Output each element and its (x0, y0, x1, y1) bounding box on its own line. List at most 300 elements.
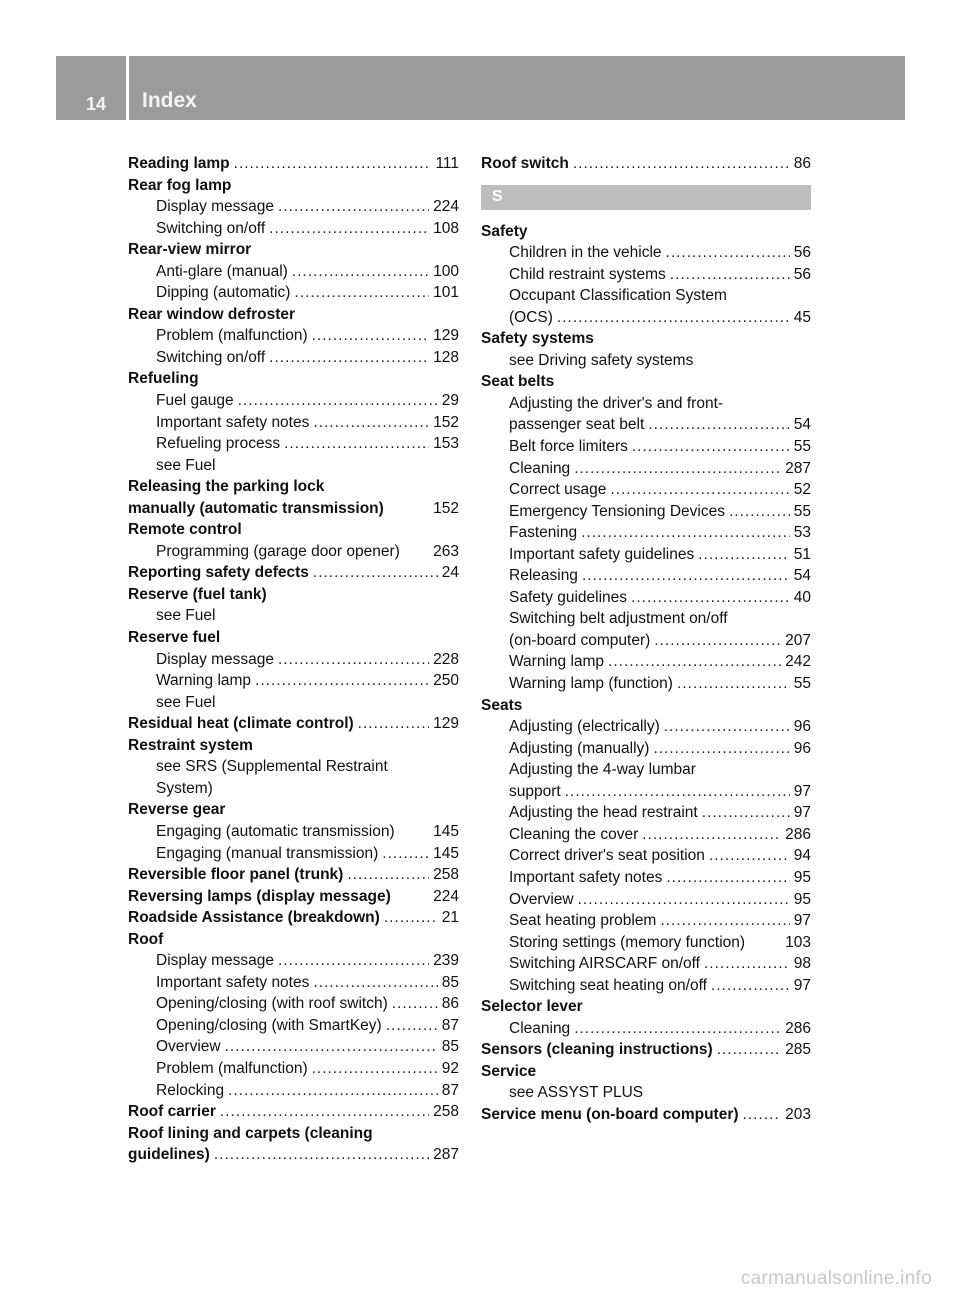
index-subentry (481, 307, 811, 329)
entry-text: Engaging (manual transmission) (156, 844, 379, 862)
dot-leader (702, 802, 790, 824)
index-subentry (481, 738, 811, 760)
dot-leader (709, 845, 790, 867)
page-reference[interactable]: 96 (793, 718, 811, 736)
entry-text: Remote control (128, 521, 242, 539)
index-subentry (128, 282, 459, 304)
index-entry (481, 1039, 811, 1061)
index-subentry (128, 756, 459, 778)
entry-text: Dipping (automatic) (156, 284, 291, 302)
index-entry (481, 1104, 811, 1126)
entry-text: Adjusting (manually) (509, 739, 650, 757)
page-reference[interactable]: 286 (785, 1019, 811, 1037)
entry-text: Service (481, 1062, 537, 1080)
index-subentry (128, 670, 459, 692)
page-reference[interactable]: 287 (785, 459, 811, 477)
index-subentry (481, 824, 811, 846)
page-number: 14 (86, 94, 107, 114)
index-subentry (128, 1058, 459, 1080)
entry-text: Problem (malfunction) (156, 1059, 308, 1077)
entry-text: Refueling process (156, 435, 281, 453)
page-reference[interactable]: 95 (793, 890, 811, 908)
entry-text: Important safety notes (156, 413, 310, 431)
index-subentry (481, 630, 811, 652)
index-subentry (128, 1036, 459, 1058)
dot-leader (610, 479, 789, 501)
page-reference[interactable]: 55 (793, 502, 811, 520)
dot-leader (382, 843, 429, 865)
entry-text: Cleaning the cover (509, 825, 639, 843)
dot-leader (573, 153, 790, 175)
index-entry (128, 1101, 459, 1123)
dot-leader (269, 218, 429, 240)
page-reference[interactable]: 152 (433, 413, 459, 431)
index-subentry (481, 587, 811, 609)
dot-leader (294, 282, 429, 304)
index-subentry (481, 458, 811, 480)
entry-text: Roof lining and carpets (cleaning (128, 1124, 373, 1142)
entry-text: Correct driver's seat position (509, 847, 705, 865)
index-subentry (128, 261, 459, 283)
index-subentry (128, 541, 459, 563)
entry-text: Adjusting (electrically) (509, 718, 660, 736)
entry-text: Reading lamp (128, 155, 230, 172)
index-subentry (481, 975, 811, 997)
entry-text: Child restraint systems (509, 265, 666, 283)
entry-text: Overview (156, 1038, 221, 1056)
entry-text: see Fuel (156, 456, 216, 474)
dot-leader (565, 781, 790, 803)
page-header (56, 56, 905, 120)
page-reference[interactable]: 258 (433, 866, 459, 884)
dot-leader (313, 412, 429, 434)
entry-text: Roadside Assistance (breakdown) (128, 909, 380, 927)
page-reference[interactable]: 94 (793, 847, 811, 865)
index-entry (128, 713, 459, 735)
dot-leader (653, 738, 789, 760)
entry-text: Residual heat (climate control) (128, 715, 354, 733)
dot-leader (347, 864, 429, 886)
page-reference[interactable]: 287 (433, 1146, 459, 1164)
entry-text: Emergency Tensioning Devices (509, 502, 725, 520)
entry-text: Seat belts (481, 373, 555, 391)
page-reference[interactable]: 55 (793, 438, 811, 456)
index-entry (128, 886, 459, 908)
page-reference[interactable]: 145 (433, 844, 459, 862)
entry-text: Refueling (128, 370, 199, 388)
index-subentry (128, 455, 459, 477)
index-entry (128, 929, 459, 951)
dot-leader (312, 325, 430, 347)
entry-text: Rear-view mirror (128, 241, 252, 259)
page-reference[interactable]: 97 (793, 976, 811, 994)
index-subentry (481, 264, 811, 286)
entry-text: Relocking (156, 1081, 225, 1099)
entry-text: Safety systems (481, 330, 594, 348)
page-reference[interactable]: 239 (433, 952, 459, 970)
page-reference[interactable]: 100 (433, 262, 459, 280)
index-subentry (128, 692, 459, 714)
page-reference[interactable]: 101 (433, 284, 459, 302)
entry-text: System) (156, 779, 213, 797)
index-subentry (481, 522, 811, 544)
dot-leader (225, 1036, 438, 1058)
index-subentry (128, 821, 459, 843)
index-entry (128, 1123, 459, 1145)
index-subentry (128, 412, 459, 434)
page-reference[interactable]: 53 (793, 524, 811, 542)
dot-leader (384, 907, 438, 929)
index-subentry (481, 716, 811, 738)
entry-text: Warning lamp (function) (509, 675, 673, 693)
entry-text: Reversible floor panel (trunk) (128, 866, 344, 884)
entry-text: Important safety notes (509, 868, 663, 886)
entry-text: Display message (156, 198, 275, 216)
dot-leader (234, 153, 432, 175)
index-subentry (128, 390, 459, 412)
entry-text: Seats (481, 696, 523, 714)
index-subentry (481, 501, 811, 523)
watermark: carmanualsonline.info (740, 1268, 932, 1289)
page-reference[interactable]: 87 (441, 1016, 459, 1034)
index-subentry (128, 605, 459, 627)
index-entry (481, 371, 811, 393)
page-reference[interactable]: 52 (793, 481, 811, 499)
index-subentry (128, 993, 459, 1015)
entry-text: Opening/closing (with SmartKey) (156, 1016, 382, 1034)
entry-text: Display message (156, 952, 275, 970)
dot-leader (670, 264, 790, 286)
entry-text: Restraint system (128, 736, 253, 754)
entry-text: Important safety guidelines (509, 545, 695, 563)
dot-leader (642, 824, 781, 846)
page-title: Index (142, 89, 197, 112)
page-reference[interactable]: 86 (793, 155, 811, 172)
index-subentry (128, 950, 459, 972)
entry-text: support (509, 782, 561, 800)
dot-leader (648, 414, 789, 436)
index-subentry (481, 285, 811, 307)
dot-leader (574, 1018, 781, 1040)
page-reference[interactable]: 24 (441, 564, 459, 582)
dot-leader (214, 1144, 429, 1166)
entry-text: Adjusting the 4-way lumbar (509, 761, 696, 779)
index-entry (481, 328, 811, 350)
index-entry (128, 864, 459, 886)
dot-leader (255, 670, 429, 692)
page-reference[interactable]: 145 (433, 822, 459, 840)
entry-text: Releasing (509, 567, 578, 585)
index-entry (128, 1144, 459, 1166)
entry-text: Service menu (on-board computer) (481, 1105, 739, 1123)
dot-leader (698, 544, 790, 566)
entry-text: see SRS (Supplemental Restraint (156, 758, 388, 776)
page-reference[interactable]: 228 (433, 650, 459, 668)
entry-text: Anti-glare (manual) (156, 262, 288, 280)
page-reference[interactable]: 87 (441, 1081, 459, 1099)
index-entry (128, 304, 459, 326)
index-subentry (481, 436, 811, 458)
index-subentry (481, 479, 811, 501)
entry-text: Warning lamp (156, 672, 252, 690)
page-reference[interactable]: 40 (793, 588, 811, 606)
dot-leader (677, 673, 790, 695)
index-entry (128, 584, 459, 606)
index-subentry (481, 651, 811, 673)
dot-leader (284, 433, 429, 455)
dot-leader (654, 630, 781, 652)
page-reference[interactable]: 21 (441, 909, 459, 927)
entry-text: (on-board computer) (509, 631, 651, 649)
index-subentry (481, 393, 811, 415)
index-column-right (481, 153, 811, 1126)
entry-text: Fuel gauge (156, 392, 234, 410)
entry-text: see Fuel (156, 693, 216, 711)
index-subentry (128, 1080, 459, 1102)
page-reference[interactable]: 203 (785, 1105, 811, 1123)
dot-leader (729, 501, 790, 523)
dot-leader (278, 950, 429, 972)
index-subentry (481, 608, 811, 630)
dot-leader (278, 196, 429, 218)
index-entry (128, 498, 459, 520)
page-reference[interactable]: 263 (433, 542, 459, 560)
entry-text: Engaging (automatic transmission) (156, 822, 395, 840)
index-entry (128, 519, 459, 541)
page-reference[interactable]: 97 (793, 912, 811, 930)
entry-text: Overview (509, 890, 574, 908)
index-entry (128, 562, 459, 584)
page-reference[interactable]: 97 (793, 782, 811, 800)
index-entry (128, 799, 459, 821)
index-entry (128, 175, 459, 197)
entry-text: Selector lever (481, 998, 583, 1016)
entry-text: Storing settings (memory function) (509, 933, 746, 951)
dot-leader (386, 1015, 438, 1037)
index-subentry (128, 433, 459, 455)
page-reference[interactable]: 54 (793, 567, 811, 585)
index-subentry (481, 673, 811, 695)
section-letter: S (492, 187, 503, 205)
dot-leader (238, 390, 438, 412)
page-reference[interactable]: 56 (793, 265, 811, 283)
page-reference[interactable]: 285 (785, 1041, 811, 1059)
index-entry (128, 368, 459, 390)
page-reference[interactable]: 111 (435, 155, 459, 172)
page-reference[interactable]: 56 (793, 244, 811, 262)
entry-text: Programming (garage door opener) (156, 542, 400, 560)
dot-leader (704, 953, 790, 975)
page-number-box (56, 56, 126, 120)
index-subentry (128, 843, 459, 865)
index-subentry (481, 1082, 811, 1104)
index-subentry (128, 649, 459, 671)
index-column-left (128, 153, 459, 1166)
index-subentry (481, 867, 811, 889)
entry-text: Switching belt adjustment on/off (509, 610, 728, 628)
page-reference[interactable]: 224 (433, 198, 459, 216)
index-entry (128, 735, 459, 757)
index-subentry (481, 910, 811, 932)
entry-text: Roof carrier (128, 1103, 216, 1121)
entry-text: see Fuel (156, 607, 216, 625)
entry-text: Cleaning (509, 1019, 571, 1037)
entry-text: Important safety notes (156, 973, 310, 991)
entry-text: passenger seat belt (509, 416, 645, 434)
index-subentry (128, 972, 459, 994)
dot-leader (269, 347, 429, 369)
index-entries-r-top (481, 153, 811, 175)
index-subentry (481, 781, 811, 803)
index-subentry (481, 350, 811, 372)
entry-text: Problem (malfunction) (156, 327, 308, 345)
entry-text: Reserve fuel (128, 629, 221, 647)
entry-text: Switching on/off (156, 348, 266, 366)
page-reference[interactable]: 96 (793, 739, 811, 757)
page-reference[interactable]: 92 (441, 1059, 459, 1077)
page-reference[interactable]: 29 (441, 392, 459, 410)
dot-leader (220, 1101, 429, 1123)
entry-text: Switching seat heating on/off (509, 976, 707, 994)
dot-leader (313, 972, 437, 994)
index-subentry (481, 565, 811, 587)
entry-text: Cleaning (509, 459, 571, 477)
index-subentry (128, 778, 459, 800)
entry-text: (OCS) (509, 308, 553, 326)
dot-leader (228, 1080, 438, 1102)
dot-leader (666, 867, 789, 889)
entry-text: Safety (481, 222, 528, 240)
page-reference[interactable]: 51 (793, 545, 811, 563)
dot-leader (574, 458, 781, 480)
page-reference[interactable]: 108 (433, 219, 459, 237)
page-reference[interactable]: 103 (785, 933, 811, 951)
entry-text: Children in the vehicle (509, 244, 662, 262)
entry-text: Seat heating problem (509, 912, 657, 930)
dot-leader (557, 307, 790, 329)
dot-leader (666, 242, 790, 264)
index-entry (128, 153, 459, 175)
index-subentry (481, 1018, 811, 1040)
entry-text: Safety guidelines (509, 588, 628, 606)
page-reference[interactable]: 129 (433, 327, 459, 345)
page-reference[interactable]: 258 (433, 1103, 459, 1121)
index-entries-s (481, 221, 811, 1126)
entry-text: Releasing the parking lock (128, 478, 325, 496)
entry-text: Fastening (509, 524, 578, 542)
entry-text: Reserve (fuel tank) (128, 585, 267, 603)
index-subentry (128, 196, 459, 218)
entry-text: manually (automatic transmission) (128, 499, 384, 517)
dot-leader (292, 261, 429, 283)
page-reference[interactable]: 129 (433, 715, 459, 733)
dot-leader (743, 1104, 782, 1126)
page-reference[interactable]: 152 (433, 499, 459, 517)
entry-text: Adjusting the head restraint (509, 804, 698, 822)
header-divider (126, 56, 129, 120)
entry-text: Switching AIRSCARF on/off (509, 955, 700, 973)
page-reference[interactable]: 153 (433, 435, 459, 453)
index-entry (481, 695, 811, 717)
dot-leader (578, 889, 790, 911)
index-subentry (481, 242, 811, 264)
dot-leader (660, 910, 789, 932)
entry-text: Occupant Classification System (509, 287, 727, 305)
entry-text: Opening/closing (with roof switch) (156, 995, 388, 1013)
dot-leader (631, 587, 790, 609)
entry-text: Reporting safety defects (128, 564, 309, 582)
entry-text: Correct usage (509, 481, 607, 499)
page-reference[interactable]: 224 (433, 887, 459, 905)
entry-text: see ASSYST PLUS (509, 1084, 644, 1102)
page-reference[interactable]: 85 (441, 973, 459, 991)
index-entry (481, 221, 811, 243)
entry-text: Adjusting the driver's and front- (509, 394, 724, 412)
page-reference[interactable]: 98 (793, 955, 811, 973)
index-entry (128, 239, 459, 261)
index-entry (481, 153, 811, 175)
index-subentry (481, 759, 811, 781)
page-reference[interactable]: 97 (793, 804, 811, 822)
page-reference[interactable]: 250 (433, 672, 459, 690)
dot-leader (313, 562, 438, 584)
entry-text: Roof switch (481, 155, 569, 172)
entry-text: guidelines) (128, 1146, 210, 1164)
dot-leader (278, 649, 429, 671)
entry-text: Rear fog lamp (128, 176, 232, 194)
dot-leader (582, 565, 790, 587)
page-reference[interactable]: 242 (785, 653, 811, 671)
index-entry (128, 627, 459, 649)
entry-text: Roof (128, 930, 164, 948)
dot-leader (392, 993, 438, 1015)
dot-leader (312, 1058, 438, 1080)
index-subentry (128, 1015, 459, 1037)
page-reference[interactable]: 85 (441, 1038, 459, 1056)
section-heading-s (481, 185, 811, 210)
dot-leader (717, 1039, 781, 1061)
page-reference[interactable]: 207 (785, 631, 811, 649)
index-subentry (481, 414, 811, 436)
entry-text: Sensors (cleaning instructions) (481, 1041, 713, 1059)
page-reference[interactable]: 128 (433, 348, 459, 366)
entry-text: Reversing lamps (display message) (128, 887, 391, 905)
entry-text: Belt force limiters (509, 438, 628, 456)
index-subentry (481, 802, 811, 824)
entry-text: Display message (156, 650, 275, 668)
page-reference[interactable]: 55 (793, 675, 811, 693)
dot-leader (358, 713, 429, 735)
index-subentry (128, 325, 459, 347)
page-reference[interactable]: 86 (441, 995, 459, 1013)
index-entry (481, 1061, 811, 1083)
index-subentry (481, 889, 811, 911)
index-subentry (481, 544, 811, 566)
dot-leader (711, 975, 790, 997)
dot-leader (608, 651, 781, 673)
page-reference[interactable]: 54 (793, 416, 811, 434)
page-reference[interactable]: 286 (785, 825, 811, 843)
entry-text: see Driving safety systems (509, 351, 694, 369)
index-entry (128, 476, 459, 498)
page-reference[interactable]: 45 (793, 308, 811, 326)
page-reference[interactable]: 95 (793, 868, 811, 886)
index-subentry (128, 218, 459, 240)
dot-leader (664, 716, 790, 738)
entry-text: Warning lamp (509, 653, 605, 671)
index-entry (481, 996, 811, 1018)
index-subentry (481, 953, 811, 975)
